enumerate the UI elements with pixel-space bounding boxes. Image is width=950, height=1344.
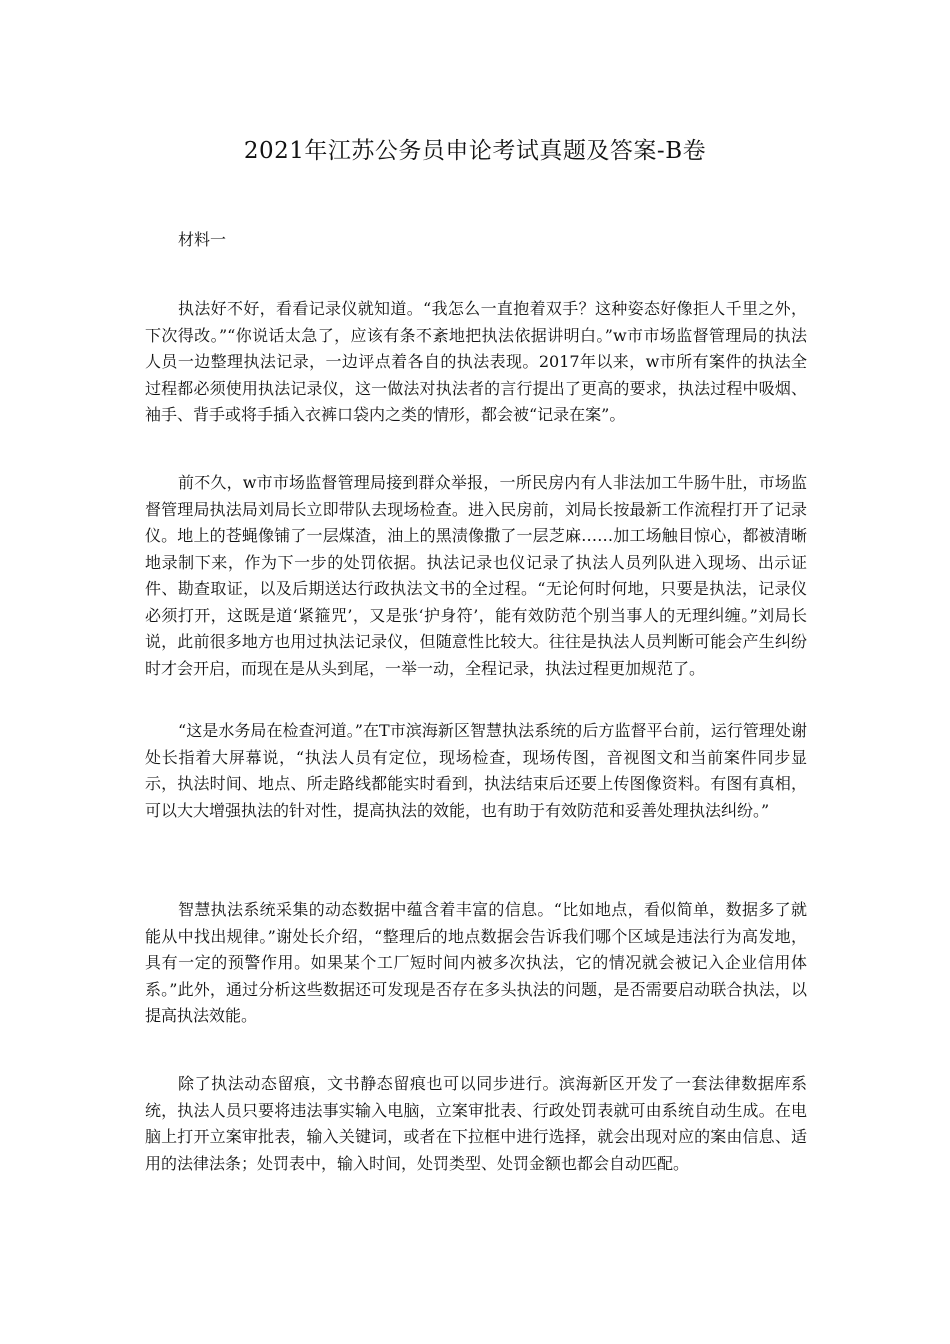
paragraph-5: 除了执法动态留痕，文书静态留痕也可以同步进行。滨海新区开发了一套法律数据库系统，执法人员只要将违法事实输入电脑，立案审批表、行政处罚表就可由系统自动生成。在电脑上打开立案审批表，输入关键词，或者在下拉框中进行选择，就会出现对应的案由信息、适用的法律法条；处罚表中，输入时间，处罚类型、处罚金额也都会自动匹配。 [145, 1074, 807, 1173]
paragraph-3: “这是水务局在检查河道。”在T市滨海新区智慧执法系统的后方监督平台前，运行管理处谢处长指着大屏幕说，“执法人员有定位，现场检查，现场传图，音视图文和当前案件同步显示，执法时间、地点、所走路线都能实时看到，执法结束后还要上传图像资料。有图有真相，可以大大增强执法的针对性，提高执法的效能，也有助于有效防范和妥善处理执法纠纷。” [145, 721, 807, 820]
document-title: 2021年江苏公务员申论考试真题及答案-B卷 [243, 138, 707, 164]
paragraph-1: 执法好不好，看看记录仪就知道。“我怎么一直抱着双手？这种姿态好像拒人千里之外，下次得改。”“你说话太急了，应该有条不紊地把执法依据讲明白。”w市市场监督管理局的执法人员一边整理执法记录，一边评点着各自的执法表现。2017年以来，w市所有案件的执法全过程都必须使用执法记录仪，这一做法对执法者的言行提出了更高的要求，执法过程中吸烟、袖手、背手或将手插入衣裤口袋内之类的情形，都会被“记录在案”。 [145, 299, 807, 424]
paragraph-2: 前不久，w市市场监督管理局接到群众举报，一所民房内有人非法加工牛肠牛肚，市场监督管理局执法局刘局长立即带队去现场检查。进入民房前，刘局长按最新工作流程打开了记录仪。地上的苍蝇像铺了一层煤渣，油上的黑渍像撒了一层芝麻……加工场触目惊心，都被清晰地录制下来，作为下一步的处罚依据。执法记录也仪记录了执法人员列队进入现场、出示证件、勘查取证，以及后期送达行政执法文书的全过程。“无论何时何地，只要是执法，记录仪必须打开，这既是道‘紧箍咒’，又是张‘护身符’，能有效防范个别当事人的无理纠缠。”刘局长说，此前很多地方也用过执法记录仪，但随意性比较大。往往是执法人员判断可能会产生纠纷时才会开启，而现在是从头到尾，一举一动，全程记录，执法过程更加规范了。 [145, 473, 807, 678]
section-label: 材料一 [178, 230, 227, 249]
paragraph-4: 智慧执法系统采集的动态数据中蕴含着丰富的信息。“比如地点，看似简单，数据多了就能从中找出规律。”谢处长介绍，“整理后的地点数据会告诉我们哪个区域是违法行为高发地，具有一定的预警作用。如果某个工厂短时间内被多次执法，它的情况就会被记入企业信用体系。”此外，通过分析这些数据还可发现是否存在多头执法的问题，是否需要启动联合执法，以提高执法效能。 [145, 900, 807, 1025]
